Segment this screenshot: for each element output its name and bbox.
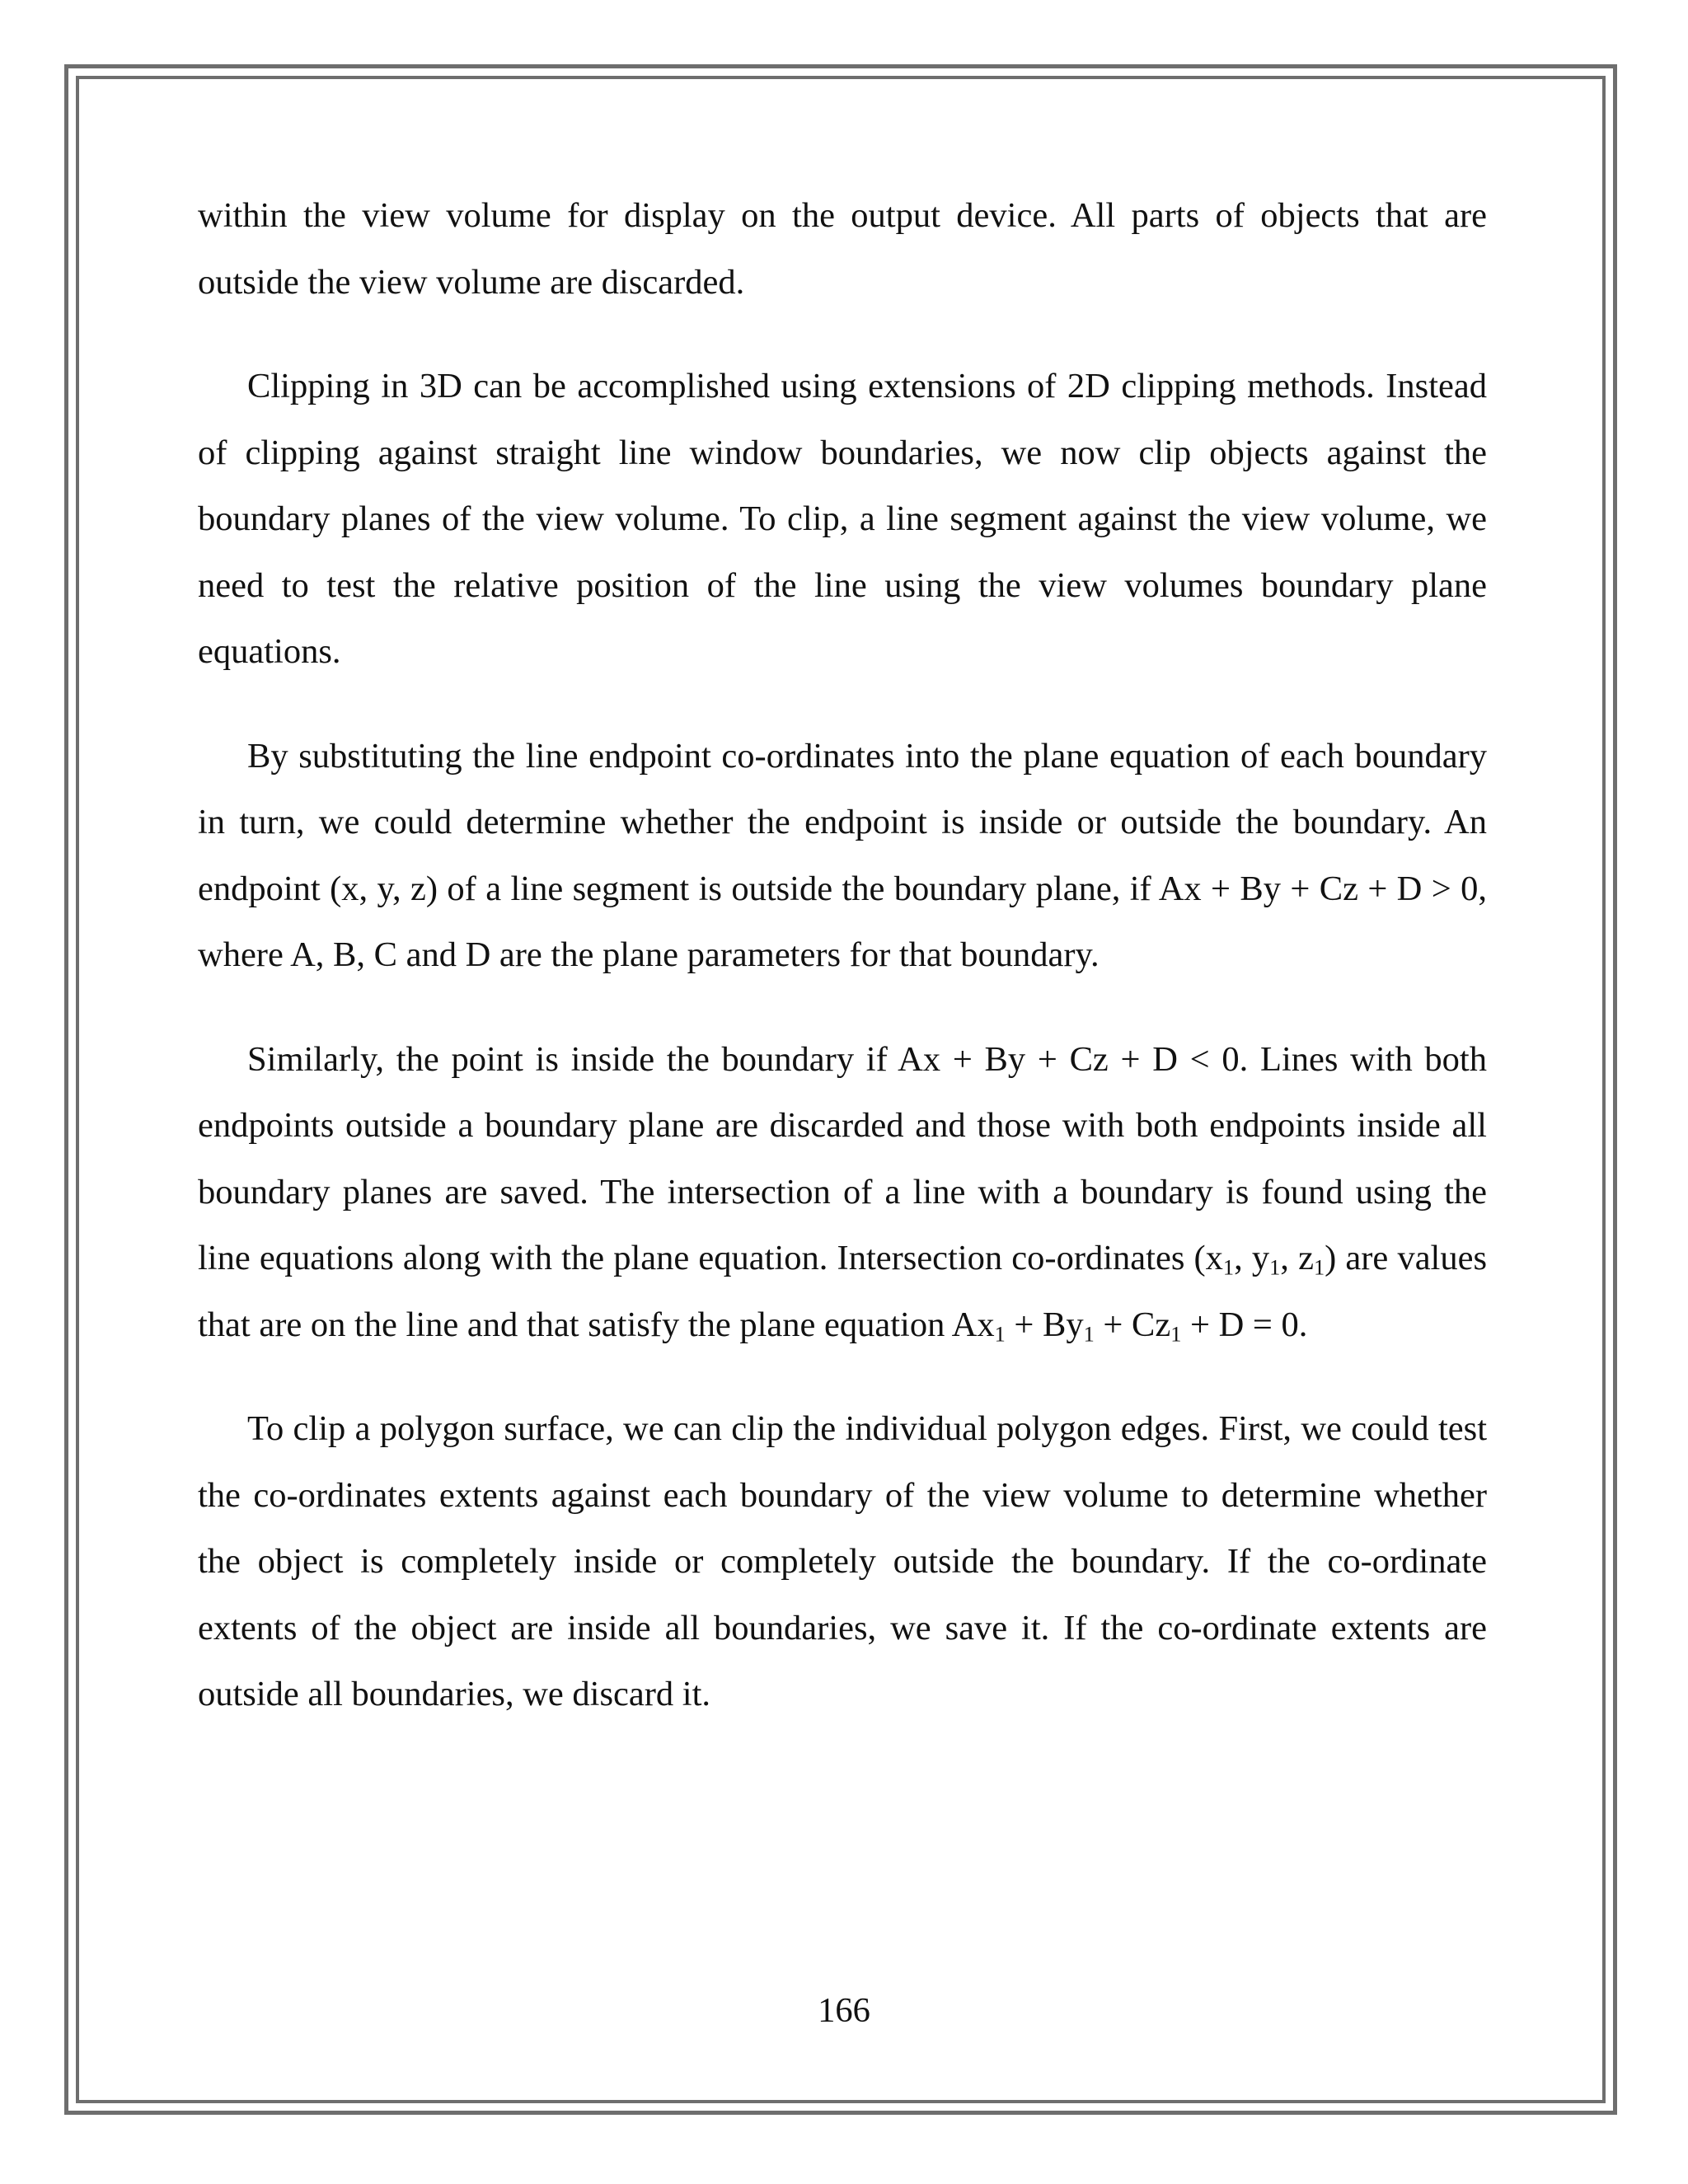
paragraph-text: To clip a polygon surface, we can clip the individual polygon edges. First, we could test the co-ordinates extents against each boundary of the view volume to determine whether the object is completely inside or completely outside the boundary. If the co-ordinate extents of the object are inside all boundaries, we save it. If the co-ordinate extents are outside all boundaries, we discard it. (198, 1409, 1487, 1713)
subscript: 1 (994, 1322, 1006, 1347)
paragraph-2 (198, 354, 1487, 686)
paragraph-1 (198, 183, 1487, 316)
paragraph-text: + By (1005, 1305, 1084, 1344)
paragraph-text: within the view volume for display on the output device. All parts of objects that are outside the view volume are discarded. (198, 196, 1487, 302)
page-number: 166 (818, 1991, 870, 2030)
paragraph-text: , z (1280, 1239, 1314, 1277)
paragraph-3 (198, 724, 1487, 989)
subscript: 1 (1083, 1322, 1095, 1347)
paragraph-text: Clipping in 3D can be accomplished using extensions of 2D clipping methods. Instead of clipping against straight line window boundaries, we now clip objects against the boundary planes of the view volume. To clip, a line segment against the view volume, we need to test the relative position of the line using the view volumes boundary plane equations. (198, 367, 1487, 671)
paragraph-text: + D = 0. (1181, 1305, 1308, 1344)
subscript: 1 (1222, 1255, 1235, 1280)
paragraph-text: ) are values that are on the line and that satisfy the plane equation Ax (198, 1239, 1488, 1344)
paragraph-text: Similarly, the point is inside the boundary if Ax + By + Cz + D < 0. Lines with both endpoints outside a boundary plane are discarded and those with both endpoints inside all boundary planes are saved. The intersection of a line with a boundary is found using the line equations along with the plane equation. Intersection co-ordinates (x (198, 1039, 1487, 1277)
paragraph-text: By substituting the line endpoint co-ordinates into the plane equation of each boundary in turn, we could determine whether the endpoint is inside or outside the boundary. An endpoint (x, y, z) of a line segment is outside the boundary plane, if Ax + By + Cz + D > 0, where A, B, C and D are the plane parameters for that boundary. (198, 736, 1487, 974)
body-text (198, 183, 1487, 1766)
paragraph-5 (198, 1396, 1487, 1728)
subscript: 1 (1170, 1322, 1182, 1347)
paragraph-text: , y (1234, 1239, 1270, 1277)
paragraph-4 (198, 1027, 1487, 1359)
subscript: 1 (1269, 1255, 1281, 1280)
paragraph-text: + Cz (1094, 1305, 1171, 1344)
subscript: 1 (1313, 1255, 1325, 1280)
